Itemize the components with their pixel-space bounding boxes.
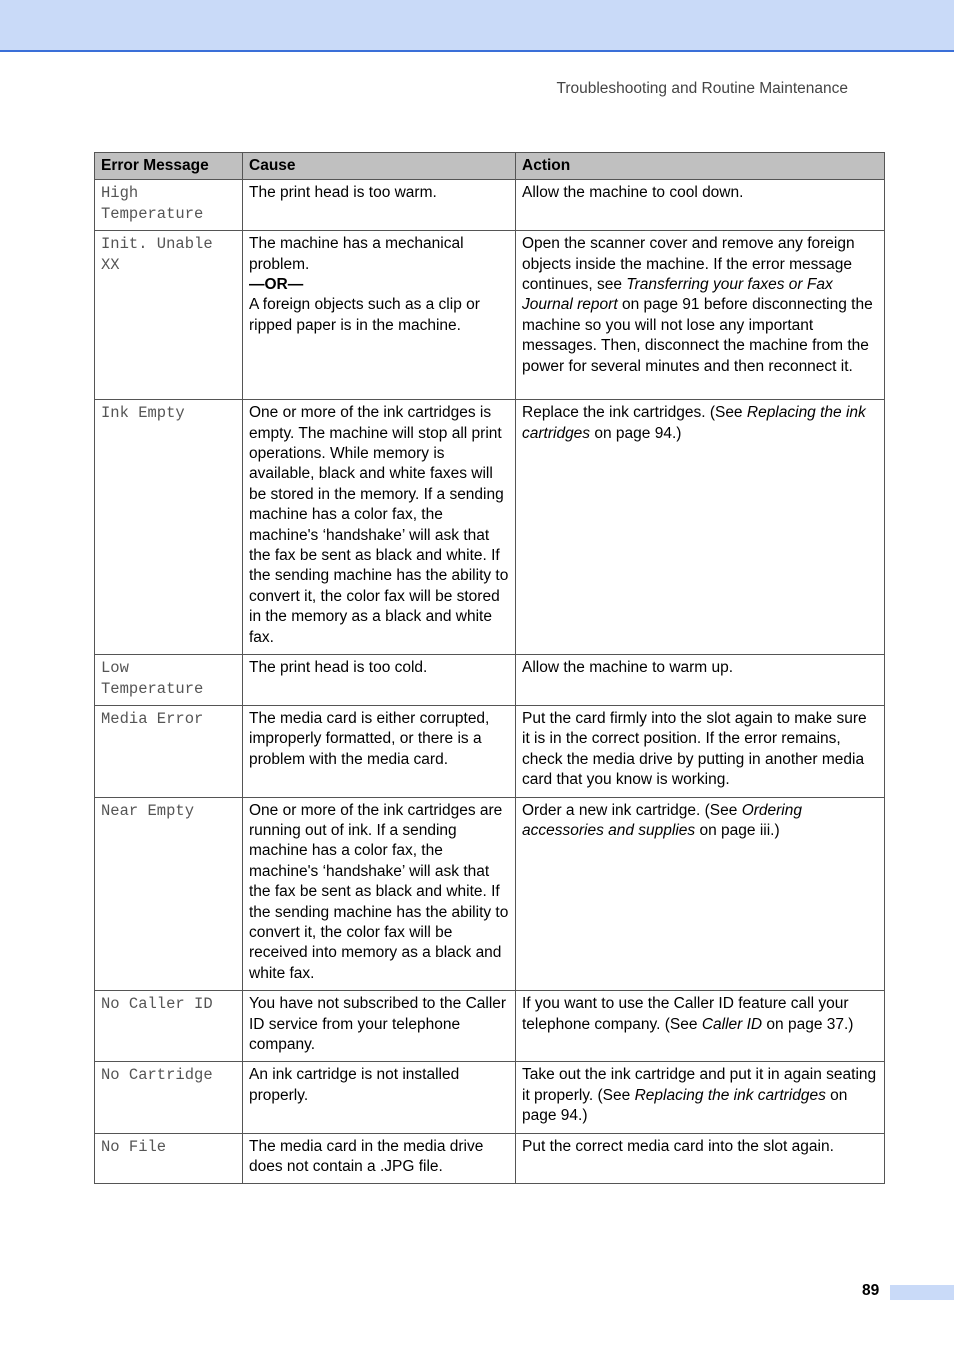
table-row: [95, 1133, 885, 1184]
table-row: [95, 400, 885, 655]
running-header: Troubleshooting and Routine Maintenance: [556, 80, 848, 97]
action-text: Open the scanner cover and remove any foreign objects inside the machine. If the error message continues, see: [522, 235, 855, 294]
action-cell: [516, 797, 885, 991]
cause-text: A foreign objects such as a clip or ripped paper is in the machine.: [249, 296, 480, 334]
action-text: on page 94.): [522, 1086, 848, 1125]
table-row: [95, 797, 885, 991]
table-row: [95, 705, 885, 797]
table-header-row: [95, 153, 885, 180]
cross-reference: Replacing the ink cartridges: [522, 404, 866, 442]
page-number: 89: [862, 1282, 880, 1299]
action-text: on page 37.): [762, 1015, 854, 1033]
cross-reference: Replacing the ink cartridges: [634, 1086, 826, 1104]
table-row: [95, 1062, 885, 1133]
cross-reference: Caller ID: [701, 1015, 763, 1033]
cause-text: The machine has a mechanical problem.: [249, 235, 464, 273]
action-cell: Allow the machine to warm up.: [516, 655, 885, 706]
error-message-cell: Init. Unable XX: [95, 231, 243, 400]
or-separator: —OR—: [249, 276, 304, 294]
error-message-cell: Media Error: [95, 705, 243, 797]
header-band: [0, 0, 954, 52]
cause-cell: The print head is too cold.: [243, 655, 516, 706]
action-text: Replace the ink cartridges. (See: [522, 404, 747, 422]
table-row: [95, 991, 885, 1062]
cause-cell: One or more of the ink cartridges is empty. The machine will stop all print operations. While memory is available, black and white faxes will be stored in the memory. If a sending machine has a color fax, the machine's ‘handshake’ will ask that the fax be sent as black and white. If the sending machine has the ability to convert it, the color fax will be stored in the memory as a black and white fax.: [243, 400, 516, 655]
error-message-cell: Low Temperature: [95, 655, 243, 706]
table-row: [95, 180, 885, 231]
error-message-cell: No Cartridge: [95, 1062, 243, 1133]
action-text: Order a new ink cartridge. (See: [522, 801, 742, 819]
action-text: on page iii.): [695, 821, 780, 839]
cause-cell: The media card is either corrupted, improperly formatted, or there is a problem with the media card.: [243, 705, 516, 797]
action-cell: Put the correct media card into the slot again.: [516, 1133, 885, 1184]
action-cell: [516, 991, 885, 1062]
table-row: [95, 231, 885, 400]
error-message-cell: High Temperature: [95, 180, 243, 231]
error-message-cell: Ink Empty: [95, 400, 243, 655]
action-text: on page 91 before disconnecting the machine so you will not lose any important messages. Then, disconnect the machine from the power for several minutes and then reconnect it.: [522, 296, 873, 375]
action-cell: [516, 231, 885, 400]
action-text: Take out the ink cartridge and put it in again seating it properly. (See: [522, 1066, 877, 1104]
error-message-cell: Near Empty: [95, 797, 243, 991]
column-header-action: Action: [516, 153, 885, 180]
table-row: [95, 655, 885, 706]
column-header-cause: Cause: [243, 153, 516, 180]
error-message-cell: No Caller ID: [95, 991, 243, 1062]
action-cell: [516, 400, 885, 655]
action-text: If you want to use the Caller ID feature call your telephone company. (See: [522, 995, 849, 1033]
action-cell: Put the card firmly into the slot again to make sure it is in the correct position. If the error remains, check the media drive by putting in another media card that you know is working.: [516, 705, 885, 797]
cause-cell: One or more of the ink cartridges are running out of ink. If a sending machine has a color fax, the machine's ‘handshake’ will ask that the fax be sent as black and white. If the sending machine has the ability to convert it, the color fax will be received into memory as a black and white fax.: [243, 797, 516, 991]
cause-cell: The media card in the media drive does not contain a .JPG file.: [243, 1133, 516, 1184]
cause-cell: [243, 231, 516, 400]
cross-reference: Transferring your faxes or Fax Journal report: [522, 276, 833, 314]
column-header-error-message: Error Message: [95, 153, 243, 180]
cause-cell: An ink cartridge is not installed properly.: [243, 1062, 516, 1133]
cause-cell: You have not subscribed to the Caller ID service from your telephone company.: [243, 991, 516, 1062]
cross-reference: Ordering accessories and supplies: [522, 801, 802, 839]
action-text: on page 94.): [590, 424, 682, 442]
cause-cell: The print head is too warm.: [243, 180, 516, 231]
error-message-table: [94, 152, 885, 1184]
action-cell: Allow the machine to cool down.: [516, 180, 885, 231]
action-cell: [516, 1062, 885, 1133]
page-tab-marker: [890, 1285, 954, 1300]
error-message-cell: No File: [95, 1133, 243, 1184]
